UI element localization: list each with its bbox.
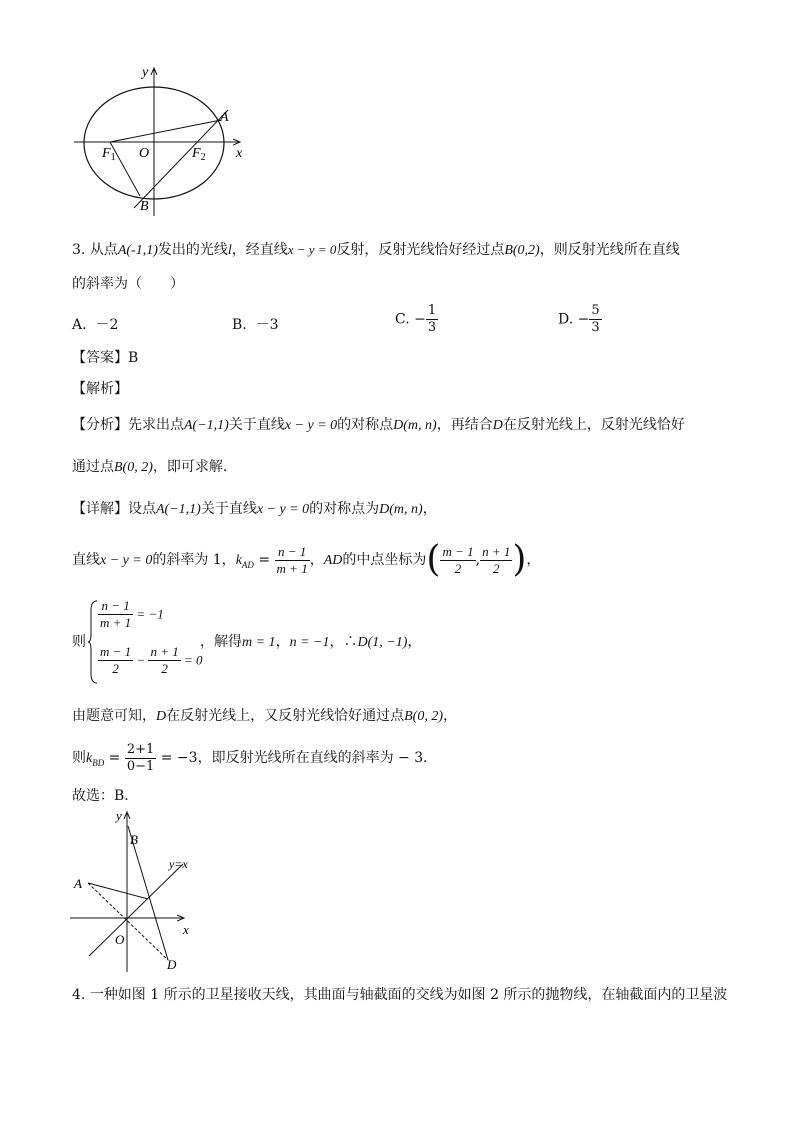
label-A: A xyxy=(220,110,229,125)
q4-line1: 4. 一种如图 1 所示的卫星接收天线，其曲面与轴截面的交线为如图 2 所示的抛物线，在轴截面内的卫星波 xyxy=(72,987,728,1003)
reflection-figure xyxy=(66,806,206,976)
ellipse-figure xyxy=(70,60,260,220)
label-A: A xyxy=(74,876,82,891)
q3-option-c: C. − $\frac{1}{3}$ xyxy=(395,303,437,335)
equation-system: 则 $\frac{n - 1}{m + 1}$ = −1 $\frac{m - 1}{2}$ − $\frac{n + 1}{2}$ = 0 ，解得m = 1，n = −1，∴D(1, −1)， xyxy=(72,598,592,688)
xiangjie-line1: 【详解】设点A(−1,1)关于直线x − y = 0的对称点为D(m, n)， xyxy=(72,501,437,517)
label-F2: $F_2$ xyxy=(192,146,206,163)
q3-option-d: D. − $\frac{5}{3}$ xyxy=(558,303,600,335)
fenxi-line2: 通过点B(0, 2)，即可求解． xyxy=(72,459,237,475)
label-y: y xyxy=(142,65,149,80)
guxuan: 故选：B. xyxy=(72,788,129,804)
slope-line: 直线x − y = 0的斜率为 1，$k_{AD}$ = $\frac{n - 1}{m + 1}$ ，AD的中点坐标为( $\frac{m - 1}{2}$ , $\frac{n + 1}{2}$ )， xyxy=(72,539,541,580)
q3-option-b: B. －3 xyxy=(232,317,279,333)
segment-F1-B xyxy=(110,142,140,196)
label-O: O xyxy=(115,932,125,947)
segment-F1-A xyxy=(110,120,221,142)
brace-icon xyxy=(88,600,98,684)
analysis-tag: 【解析】 xyxy=(72,381,128,397)
label-B: B xyxy=(140,199,149,214)
q3-line1: 3. 从点A(-1,1)发出的光线l，经直线x − y = 0反射，反射光线恰好经过点B(0,2)，则反射光线所在直线 xyxy=(72,242,680,258)
line4: 由题意可知，D在反射光线上，又反射光线恰好通过点B(0, 2)， xyxy=(72,708,458,724)
line-y-equals-x xyxy=(89,864,183,956)
label-x: x xyxy=(183,922,189,937)
q3-line2: 的斜率为（ ） xyxy=(72,276,184,292)
fenxi-line1: 【分析】先求出点A(−1,1)关于直线x − y = 0的对称点D(m, n)，再结合D在反射光线上，反射光线恰好 xyxy=(72,417,685,433)
label-y-equals-x: y=x xyxy=(169,857,188,871)
q3-option-a: A. －2 xyxy=(72,317,119,333)
label-D: D xyxy=(167,957,177,972)
label-O: O xyxy=(139,146,150,161)
line5: 则$k_{BD}$ = $\frac{2+1}{0-1}$ = −3，即反射光线所在直线的斜率为 − 3． xyxy=(72,741,438,774)
label-F1: $F_1$ xyxy=(102,146,116,163)
label-B: B xyxy=(130,832,138,847)
label-y: y xyxy=(116,808,122,823)
label-x: x xyxy=(236,146,243,161)
answer-line: 【答案】B xyxy=(72,350,139,366)
